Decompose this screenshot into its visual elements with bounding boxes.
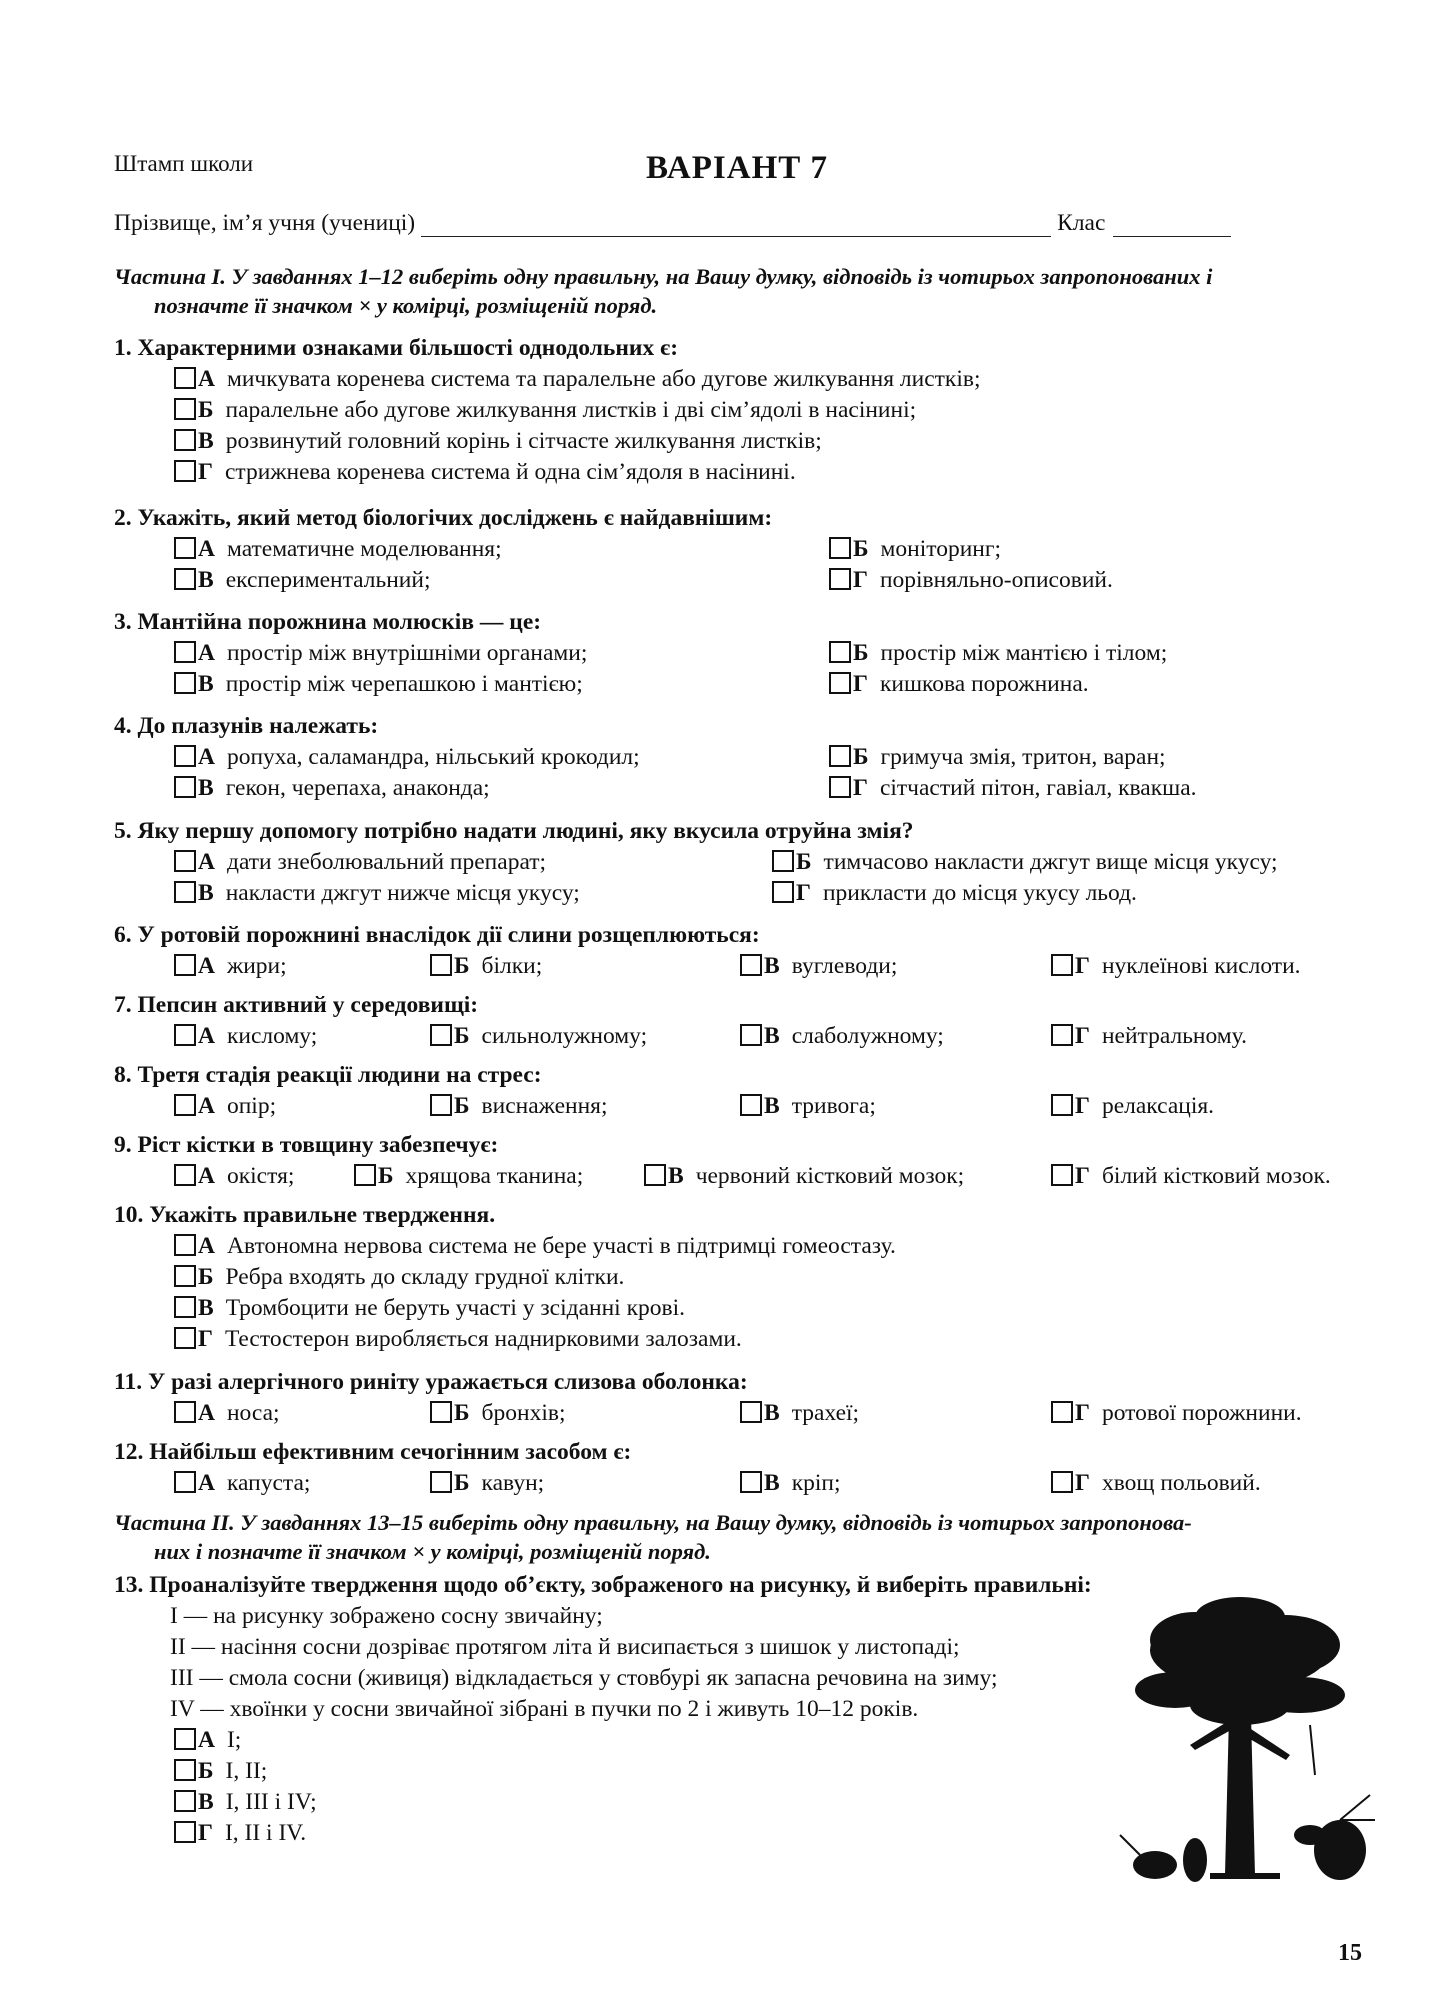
- option-row: [114, 1262, 1354, 1293]
- question-7: [114, 990, 1354, 1052]
- question-1: [114, 333, 1354, 488]
- option-g[interactable]: Г порівняльно-описовий.: [829, 565, 1113, 596]
- answer-checkbox[interactable]: [740, 1471, 762, 1493]
- option-v[interactable]: В Тромбоцити не беруть участі у зсіданні крові.: [174, 1293, 685, 1324]
- option-row: [114, 1468, 1354, 1499]
- answer-checkbox[interactable]: [829, 568, 851, 590]
- option-a[interactable]: А окістя;: [174, 1161, 294, 1192]
- option-v[interactable]: В слаболужному;: [740, 1021, 944, 1052]
- question-10: [114, 1200, 1354, 1355]
- question-text: 4. До плазунів належать:: [114, 713, 379, 739]
- question-3: [114, 607, 1354, 700]
- option-v[interactable]: В тривога;: [740, 1091, 876, 1122]
- answer-checkbox[interactable]: [174, 367, 196, 389]
- answer-checkbox[interactable]: [174, 1401, 196, 1423]
- question-text: 10. Укажіть правильне твердження.: [114, 1202, 496, 1228]
- answer-checkbox[interactable]: [174, 1164, 196, 1186]
- option-v[interactable]: В червоний кістковий мозок;: [644, 1161, 964, 1192]
- option-row: [114, 1231, 1354, 1262]
- option-b[interactable]: Б паралельне або дугове жилкування листків і дві сім’ядолі в насінині;: [174, 395, 916, 426]
- statement-3: ІІІ — смола сосни (живиця) відкладається у стовбурі як запасна речовина на зиму;: [170, 1665, 998, 1691]
- answer-checkbox[interactable]: [829, 745, 851, 767]
- option-b[interactable]: Б моніторинг;: [829, 534, 1001, 565]
- option-v[interactable]: В розвинутий головний корінь і сітчасте жилкування листків;: [174, 426, 822, 457]
- option-b[interactable]: Б бронхів;: [430, 1398, 565, 1429]
- option-a[interactable]: А мичкувата коренева система та паралельне або дугове жилкування листків;: [174, 364, 981, 395]
- option-row: [114, 1021, 1354, 1052]
- student-name-label: Прізвище, ім’я учня (учениці): [114, 210, 416, 236]
- answer-checkbox[interactable]: [430, 1471, 452, 1493]
- option-a[interactable]: А математичне моделювання;: [174, 534, 502, 565]
- option-row: [114, 457, 1354, 488]
- option-a[interactable]: А опір;: [174, 1091, 276, 1122]
- answer-checkbox[interactable]: [174, 429, 196, 451]
- option-g[interactable]: Г нейтральному.: [1051, 1021, 1247, 1052]
- option-row: [114, 1324, 1354, 1355]
- option-v[interactable]: В трахеї;: [740, 1398, 859, 1429]
- answer-checkbox[interactable]: [829, 641, 851, 663]
- question-text: 8. Третя стадія реакції людини на стрес:: [114, 1062, 542, 1088]
- option-b[interactable]: Б простір між мантією і тілом;: [829, 638, 1167, 669]
- answer-checkbox[interactable]: [174, 1471, 196, 1493]
- option-a[interactable]: А дати знеболювальний препарат;: [174, 847, 546, 878]
- option-g[interactable]: Г кишкова порожнина.: [829, 669, 1089, 700]
- option-row: [114, 426, 1354, 457]
- option-v[interactable]: В гекон, черепаха, анаконда;: [174, 773, 490, 804]
- statement-2: ІІ — насіння сосни дозріває протягом літа й висипається з шишок у листопаді;: [170, 1634, 960, 1660]
- answer-checkbox[interactable]: [174, 641, 196, 663]
- option-row: [114, 364, 1354, 395]
- option-g[interactable]: Г нуклеїнові кислоти.: [1051, 951, 1301, 982]
- part2-instructions: Частина ІІ. У завданнях 13–15 виберіть одну правильну, на Вашу думку, відповідь із чотирьох запропонова- них і позначте її значком × у комірці, розміщеній поряд.: [114, 1510, 1192, 1564]
- option-row: [114, 1398, 1354, 1429]
- answer-checkbox[interactable]: [644, 1164, 666, 1186]
- option-row: [114, 669, 1354, 700]
- question-5: [114, 816, 1354, 909]
- question-9: [114, 1130, 1354, 1192]
- answer-checkbox[interactable]: [829, 537, 851, 559]
- answer-checkbox[interactable]: [174, 568, 196, 590]
- pine-tree-illustration: [1100, 1595, 1380, 1895]
- answer-checkbox[interactable]: [174, 1821, 196, 1843]
- answer-checkbox[interactable]: [174, 850, 196, 872]
- option-a[interactable]: А жири;: [174, 951, 287, 982]
- option-b[interactable]: Б І, ІІ;: [174, 1756, 267, 1787]
- question-text: 6. У ротовій порожнині внаслідок дії слини розщеплюються:: [114, 922, 760, 948]
- answer-checkbox[interactable]: [174, 954, 196, 976]
- question-4: [114, 711, 1354, 804]
- option-a[interactable]: А носа;: [174, 1398, 280, 1429]
- answer-checkbox[interactable]: [772, 850, 794, 872]
- answer-checkbox[interactable]: [430, 1401, 452, 1423]
- question-text: 13. Проаналізуйте твердження щодо об’єкту, зображеного на рисунку, й виберіть правильні:: [114, 1572, 1092, 1598]
- option-g[interactable]: Г хвощ польовий.: [1051, 1468, 1261, 1499]
- answer-checkbox[interactable]: [829, 776, 851, 798]
- option-v[interactable]: В простір між черепашкою і мантією;: [174, 669, 583, 700]
- option-b[interactable]: Б тимчасово накласти джгут вище місця укусу;: [772, 847, 1278, 878]
- option-a[interactable]: А кислому;: [174, 1021, 317, 1052]
- answer-checkbox[interactable]: [740, 1024, 762, 1046]
- question-text: 2. Укажіть, який метод біологічих досліджень є найдавнішим:: [114, 505, 773, 531]
- answer-checkbox[interactable]: [174, 1728, 196, 1750]
- class-field[interactable]: [1113, 218, 1231, 237]
- statement-4: IV — хвоїнки у сосни звичайної зібрані в пучки по 2 і живуть 10–12 років.: [170, 1696, 919, 1722]
- option-v[interactable]: В накласти джгут нижче місця укусу;: [174, 878, 580, 909]
- answer-checkbox[interactable]: [174, 745, 196, 767]
- school-stamp-label: Штамп школи: [114, 151, 254, 176]
- option-row: [114, 395, 1354, 426]
- answer-checkbox[interactable]: [174, 1790, 196, 1812]
- answer-checkbox[interactable]: [174, 1094, 196, 1116]
- option-b[interactable]: Б білки;: [430, 951, 542, 982]
- question-2: [114, 503, 1354, 596]
- question-text: 12. Найбільш ефективним сечогінним засобом є:: [114, 1439, 632, 1465]
- question-11: [114, 1367, 1354, 1429]
- question-12: [114, 1437, 1354, 1499]
- option-v[interactable]: В І, ІІІ і IV;: [174, 1787, 317, 1818]
- answer-checkbox[interactable]: [174, 398, 196, 420]
- option-v[interactable]: В вуглеводи;: [740, 951, 897, 982]
- option-b[interactable]: Б Ребра входять до складу грудної клітки.: [174, 1262, 624, 1293]
- option-row: [114, 847, 1354, 878]
- answer-checkbox[interactable]: [1051, 1094, 1073, 1116]
- option-b[interactable]: Б виснаження;: [430, 1091, 608, 1122]
- option-g[interactable]: Г білий кістковий мозок.: [1051, 1161, 1331, 1192]
- answer-checkbox[interactable]: [430, 1024, 452, 1046]
- question-8: [114, 1060, 1354, 1122]
- answer-checkbox[interactable]: [174, 1759, 196, 1781]
- question-text: 9. Ріст кістки в товщину забезпечує:: [114, 1132, 499, 1158]
- option-row: [114, 1293, 1354, 1324]
- answer-checkbox[interactable]: [430, 954, 452, 976]
- answer-checkbox[interactable]: [174, 776, 196, 798]
- answer-checkbox[interactable]: [430, 1094, 452, 1116]
- question-text: 5. Яку першу допомогу потрібно надати людині, яку вкусила отруйна змія?: [114, 818, 914, 844]
- option-row: [114, 565, 1354, 596]
- option-a[interactable]: А ропуха, саламандра, нільський крокодил;: [174, 742, 640, 773]
- answer-checkbox[interactable]: [1051, 1471, 1073, 1493]
- option-row: [114, 1161, 1354, 1192]
- answer-checkbox[interactable]: [174, 460, 196, 482]
- student-name-field[interactable]: [421, 218, 1051, 237]
- page-number: 15: [1338, 1940, 1362, 1966]
- answer-checkbox[interactable]: [1051, 1164, 1073, 1186]
- option-row: [114, 742, 1354, 773]
- answer-checkbox[interactable]: [740, 1094, 762, 1116]
- option-g[interactable]: Г стрижнева коренева система й одна сім’ядоля в насінині.: [174, 457, 796, 488]
- question-text: 11. У разі алергічного риніту уражається слизова оболонка:: [114, 1369, 748, 1395]
- option-g[interactable]: Г ротової порожнини.: [1051, 1398, 1302, 1429]
- option-g[interactable]: Г І, ІІ і IV.: [174, 1818, 306, 1849]
- option-b[interactable]: Б хрящова тканина;: [354, 1161, 583, 1192]
- option-a[interactable]: А І;: [174, 1725, 241, 1756]
- answer-checkbox[interactable]: [1051, 954, 1073, 976]
- answer-checkbox[interactable]: [354, 1164, 376, 1186]
- answer-checkbox[interactable]: [174, 1265, 196, 1287]
- answer-checkbox[interactable]: [174, 881, 196, 903]
- option-a[interactable]: А Автономна нервова система не бере участі в підтримці гомеостазу.: [174, 1231, 896, 1262]
- answer-checkbox[interactable]: [174, 1234, 196, 1256]
- option-row: [114, 878, 1354, 909]
- question-text: 3. Мантійна порожнина молюсків — це:: [114, 609, 542, 635]
- option-row: [114, 1091, 1354, 1122]
- option-b[interactable]: Б сильнолужному;: [430, 1021, 647, 1052]
- answer-checkbox[interactable]: [740, 954, 762, 976]
- option-g[interactable]: Г Тестостерон виробляється наднирковими залозами.: [174, 1324, 742, 1355]
- option-b[interactable]: Б кавун;: [430, 1468, 544, 1499]
- option-g[interactable]: Г релаксація.: [1051, 1091, 1214, 1122]
- answer-checkbox[interactable]: [174, 1327, 196, 1349]
- option-a[interactable]: А простір між внутрішніми органами;: [174, 638, 587, 669]
- answer-checkbox[interactable]: [174, 1024, 196, 1046]
- answer-checkbox[interactable]: [772, 881, 794, 903]
- option-a[interactable]: А капуста;: [174, 1468, 310, 1499]
- student-info-line: [114, 210, 1250, 237]
- class-label: Клас: [1057, 210, 1106, 236]
- option-row: [114, 951, 1354, 982]
- answer-checkbox[interactable]: [740, 1401, 762, 1423]
- answer-checkbox[interactable]: [829, 672, 851, 694]
- answer-checkbox[interactable]: [174, 672, 196, 694]
- answer-checkbox[interactable]: [1051, 1024, 1073, 1046]
- statement-1: І — на рисунку зображено сосну звичайну;: [170, 1603, 603, 1629]
- option-g[interactable]: Г прикласти до місця укусу льод.: [772, 878, 1137, 909]
- option-g[interactable]: Г сітчастий пітон, гавіал, квакша.: [829, 773, 1197, 804]
- answer-checkbox[interactable]: [174, 1296, 196, 1318]
- part1-instructions: Частина І. У завданнях 1–12 виберіть одну правильну, на Вашу думку, відповідь із чотирьох запропонованих і позначте її значком × у комірці, розміщеній поряд.: [114, 264, 1213, 318]
- question-6: [114, 920, 1354, 982]
- question-text: 1. Характерними ознаками більшості однодольних є:: [114, 335, 679, 361]
- option-row: [114, 534, 1354, 565]
- option-v[interactable]: В експериментальний;: [174, 565, 431, 596]
- answer-checkbox[interactable]: [1051, 1401, 1073, 1423]
- option-row: [114, 638, 1354, 669]
- question-text: 7. Пепсин активний у середовищі:: [114, 992, 479, 1018]
- variant-title: ВАРІАНТ 7: [646, 150, 829, 186]
- answer-checkbox[interactable]: [174, 537, 196, 559]
- option-row: [114, 773, 1354, 804]
- option-b[interactable]: Б гримуча змія, тритон, варан;: [829, 742, 1166, 773]
- option-v[interactable]: В кріп;: [740, 1468, 841, 1499]
